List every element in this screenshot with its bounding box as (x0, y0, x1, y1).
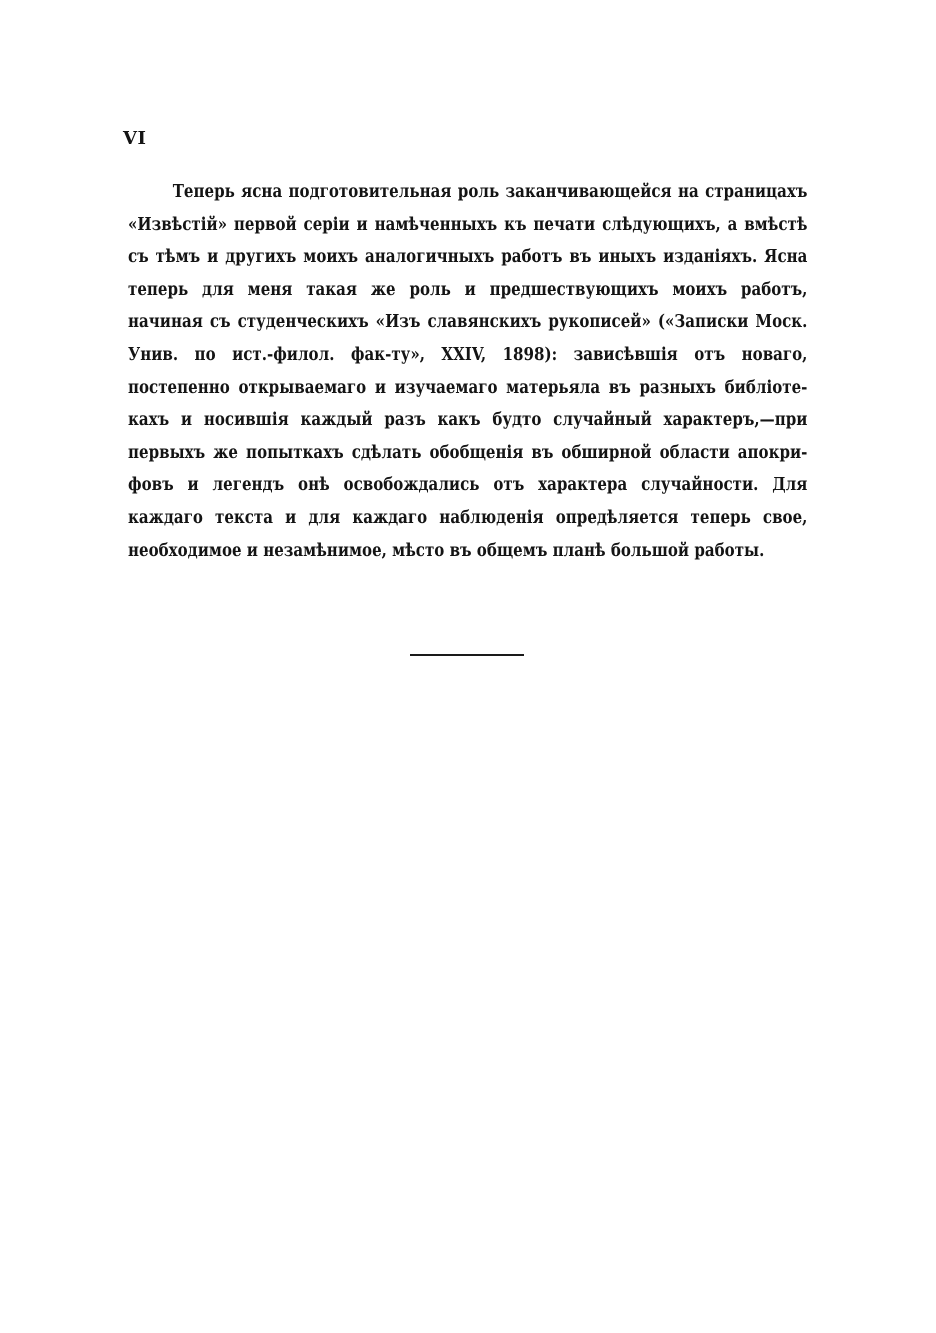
paragraph-line: кахъ и носившія каждый разъ какъ будто случайный характеръ,—при (128, 410, 808, 431)
paragraph-line: каждаго текста и для каждаго наблюденія опредѣляется теперь свое, (128, 507, 808, 528)
section-divider-rule (410, 654, 524, 656)
paragraph-line: «Извѣстій» первой серіи и намѣченныхъ къ печати слѣдующихъ, а вмѣстѣ (128, 214, 808, 235)
paragraph-line: постепенно открываемаго и изучаемаго матерьяла въ разныхъ библіоте- (128, 377, 808, 398)
body-paragraph (128, 176, 808, 567)
paragraph-line: первыхъ же попыткахъ сдѣлать обобщенія въ обширной области апокри- (128, 442, 808, 463)
paragraph-line: Унив. по ист.-филол. фак-ту», XXIV, 1898): зависѣвшія отъ новаго, (128, 344, 808, 365)
paragraph-line: съ тѣмъ и другихъ моихъ аналогичныхъ работъ въ иныхъ изданіяхъ. Ясна (128, 247, 808, 268)
page-number: VI (123, 128, 147, 149)
paragraph-line: Теперь ясна подготовительная роль заканчивающейся на страницахъ (172, 182, 808, 202)
paragraph-line: теперь для меня такая же роль и предшествующихъ моихъ работъ, (128, 279, 808, 300)
paragraph-line: начиная съ студенческихъ «Изъ славянскихъ рукописей» («Записки Моск. (128, 312, 808, 333)
paragraph-line: необходимое и незамѣнимое, мѣсто въ общемъ планѣ большой работы. (128, 540, 765, 561)
paragraph-line: фовъ и легендъ онѣ освобождались отъ характера случайности. Для (128, 475, 808, 496)
